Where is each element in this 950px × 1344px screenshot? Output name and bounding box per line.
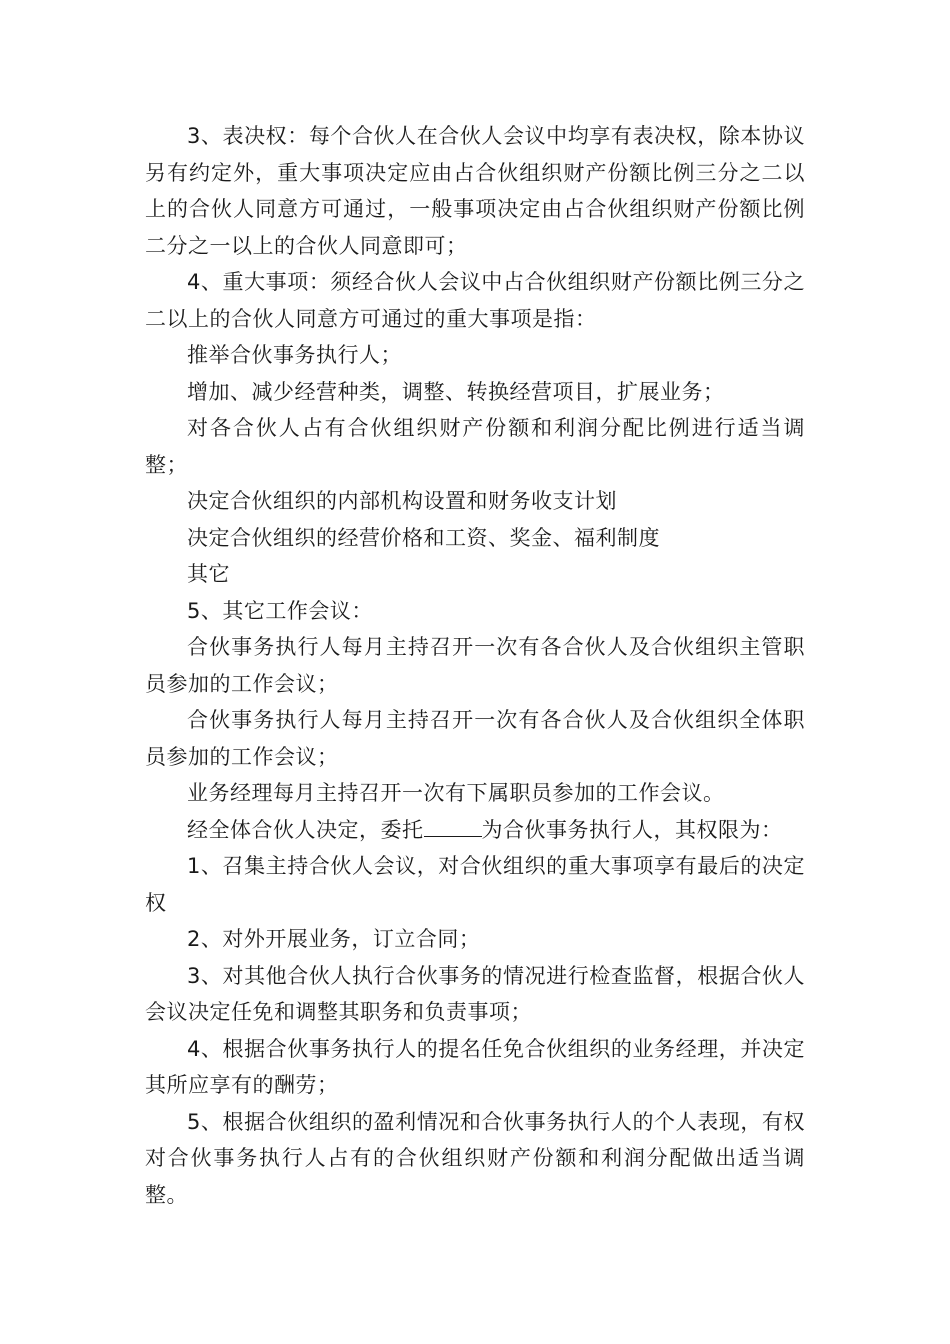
list-item: 对各合伙人占有合伙组织财产份额和利润分配比例进行适当调整； (145, 416, 805, 477)
power-item: 1、召集主持合伙人会议，对合伙组织的重大事项享有最后的决定权 (145, 854, 805, 915)
appointment-text-before: 经全体合伙人决定，委托 (187, 817, 424, 842)
appointment-text-after: 为合伙事务执行人，其权限为： (481, 817, 783, 842)
fill-in-blank[interactable] (424, 818, 482, 837)
power-item: 5、根据合伙组织的盈利情况和合伙事务执行人的个人表现，有权对合伙事务执行人占有的合伙组织财产份额和利润分配做出适当调整。 (145, 1109, 805, 1207)
paragraph-other-meetings: 5、其它工作会议： (187, 598, 373, 623)
list-item: 决定合伙组织的内部机构设置和财务收支计划 (187, 489, 617, 513)
paragraph-appointment (145, 812, 805, 849)
power-item: 4、根据合伙事务执行人的提名任免合伙组织的业务经理，并决定其所应享有的酬劳； (145, 1036, 805, 1097)
list-item: 其它 (187, 562, 230, 586)
paragraph-major-matters: 4、重大事项：须经合伙人会议中占合伙组织财产份额比例三分之二以上的合伙人同意方可通过的重大事项是指： (145, 270, 805, 331)
list-item: 业务经理每月主持召开一次有下属职员参加的工作会议。 (187, 781, 725, 805)
list-item: 推举合伙事务执行人； (187, 343, 402, 367)
power-item: 2、对外开展业务，订立合同； (187, 927, 481, 951)
list-item: 合伙事务执行人每月主持召开一次有各合伙人及合伙组织主管职员参加的工作会议； (145, 635, 805, 696)
document-body (145, 118, 805, 1213)
power-item: 3、对其他合伙人执行合伙事务的情况进行检查监督，根据合伙人会议决定任免和调整其职务和负责事项； (145, 963, 805, 1024)
list-item: 合伙事务执行人每月主持召开一次有各合伙人及合伙组织全体职员参加的工作会议； (145, 708, 805, 769)
list-item: 决定合伙组织的经营价格和工资、奖金、福利制度 (187, 525, 660, 550)
list-item: 增加、减少经营种类，调整、转换经营项目，扩展业务； (187, 379, 725, 404)
paragraph-voting-rights: 3、表决权：每个合伙人在合伙人会议中均享有表决权，除本协议另有约定外，重大事项决定应由占合伙组织财产份额比例三分之二以上的合伙人同意方可通过，一般事项决定由占合伙组织财产份额比例二分之一以上的合伙人同意即可； (145, 124, 805, 258)
